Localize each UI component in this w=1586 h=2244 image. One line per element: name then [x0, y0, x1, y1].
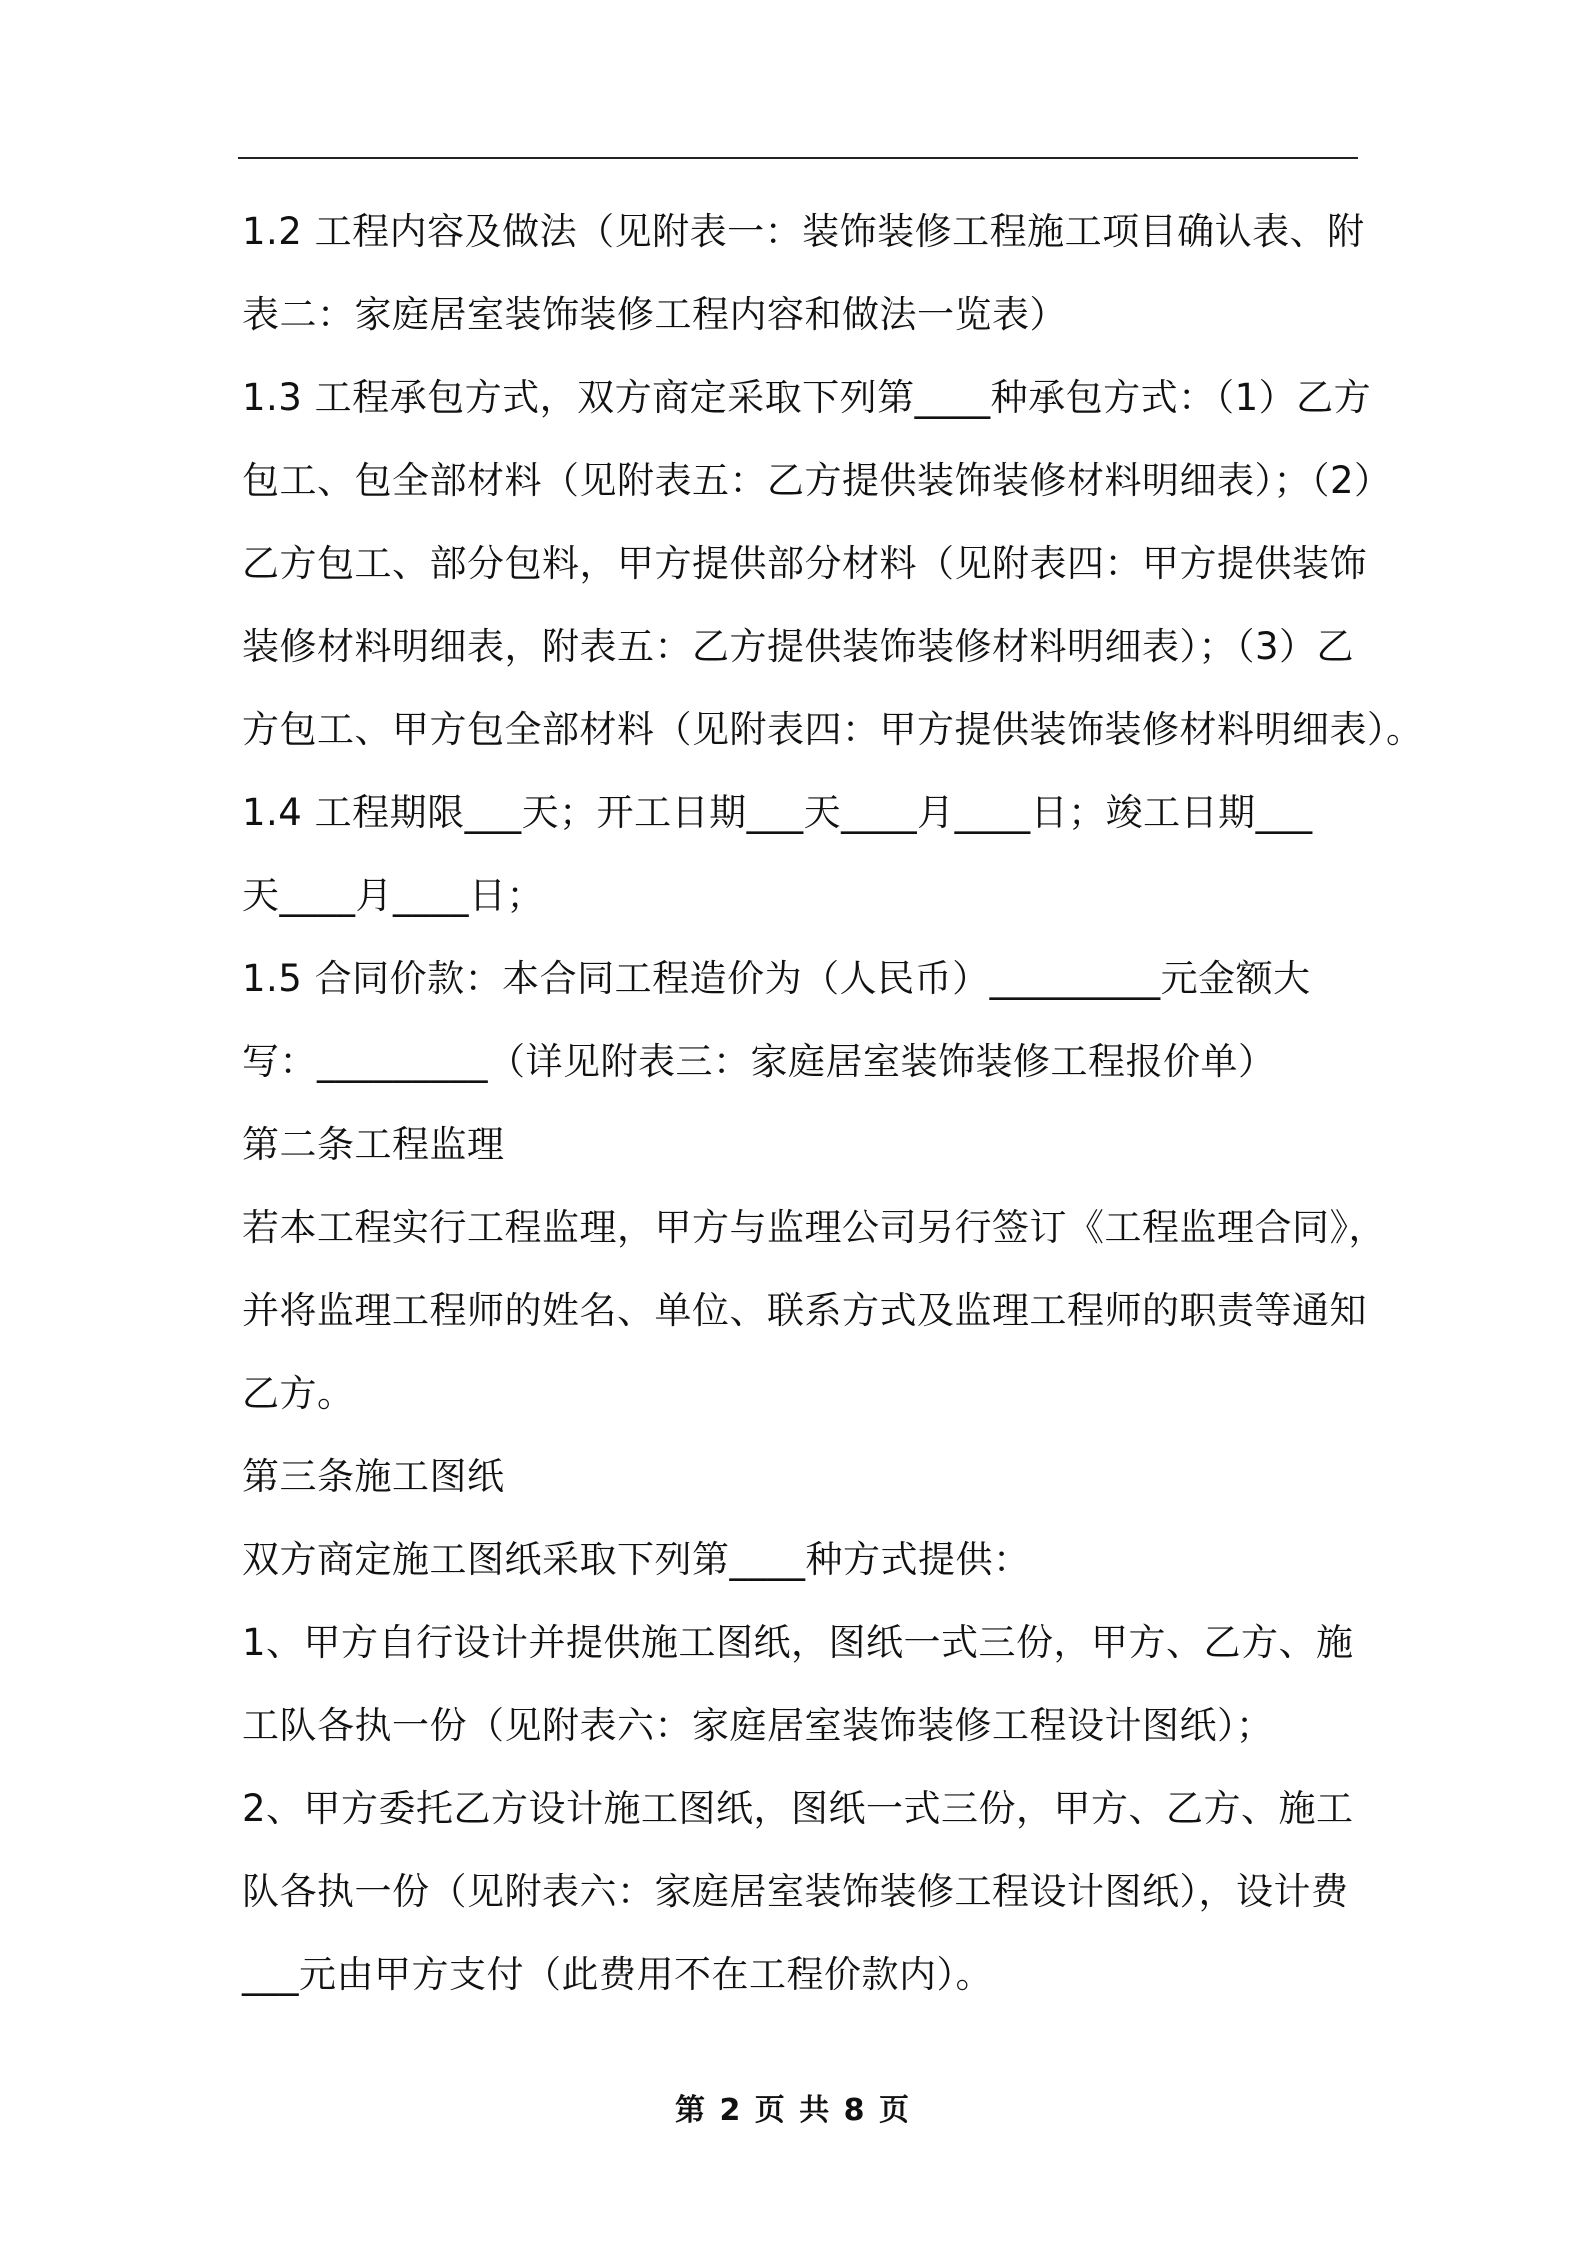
section-heading: 第三条施工图纸: [242, 1455, 505, 1498]
text-line: 并将监理工程师的姓名、单位、联系方式及监理工程师的职责等通知: [242, 1289, 1367, 1332]
document-body: [242, 190, 1424, 2016]
text-line: 双方商定施工图纸采取下列第____种方式提供：: [242, 1538, 1031, 1581]
text-line: 包工、包全部材料（见附表五：乙方提供装饰装修材料明细表）；（2）: [242, 459, 1392, 502]
text-line: 1.4 工程期限___天；开工日期___天____月____日；竣工日期___: [242, 791, 1313, 834]
text-line: ___元由甲方支付（此费用不在工程价款内）。: [242, 1953, 993, 1996]
text-line: 队各执一份（见附表六：家庭居室装饰装修工程设计图纸），设计费: [242, 1870, 1349, 1913]
text-line: 1.5 合同价款：本合同工程造价为（人民币）_________元金额大: [242, 957, 1311, 1000]
text-line: 乙方包工、部分包料，甲方提供部分材料（见附表四：甲方提供装饰: [242, 542, 1367, 585]
section-heading: 第二条工程监理: [242, 1123, 505, 1166]
text-line: 表二：家庭居室装饰装修工程内容和做法一览表）: [242, 293, 1067, 336]
text-line: 方包工、甲方包全部材料（见附表四：甲方提供装饰装修材料明细表）。: [242, 708, 1424, 751]
text-line: 1、甲方自行设计并提供施工图纸，图纸一式三份，甲方、乙方、施: [242, 1621, 1354, 1664]
header-rule: [238, 157, 1358, 159]
text-line: 乙方。: [242, 1372, 355, 1415]
text-line: 写：_________（详见附表三：家庭居室装饰装修工程报价单）: [242, 1040, 1276, 1083]
text-line: 1.2 工程内容及做法（见附表一：装饰装修工程施工项目确认表、附: [242, 210, 1365, 253]
text-line: 天____月____日；: [242, 874, 544, 917]
text-line: 工队各执一份（见附表六：家庭居室装饰装修工程设计图纸）；: [242, 1704, 1274, 1747]
page-number: 第 2 页 共 8 页: [675, 2093, 911, 2128]
text-line: 1.3 工程承包方式，双方商定采取下列第____种承包方式：（1）乙方: [242, 376, 1372, 419]
text-line: 2、甲方委托乙方设计施工图纸，图纸一式三份，甲方、乙方、施工: [242, 1787, 1354, 1830]
text-line: 装修材料明细表，附表五：乙方提供装饰装修材料明细表）；（3）乙: [242, 625, 1355, 668]
text-line: 若本工程实行工程监理，甲方与监理公司另行签订《工程监理合同》，: [242, 1206, 1386, 1249]
